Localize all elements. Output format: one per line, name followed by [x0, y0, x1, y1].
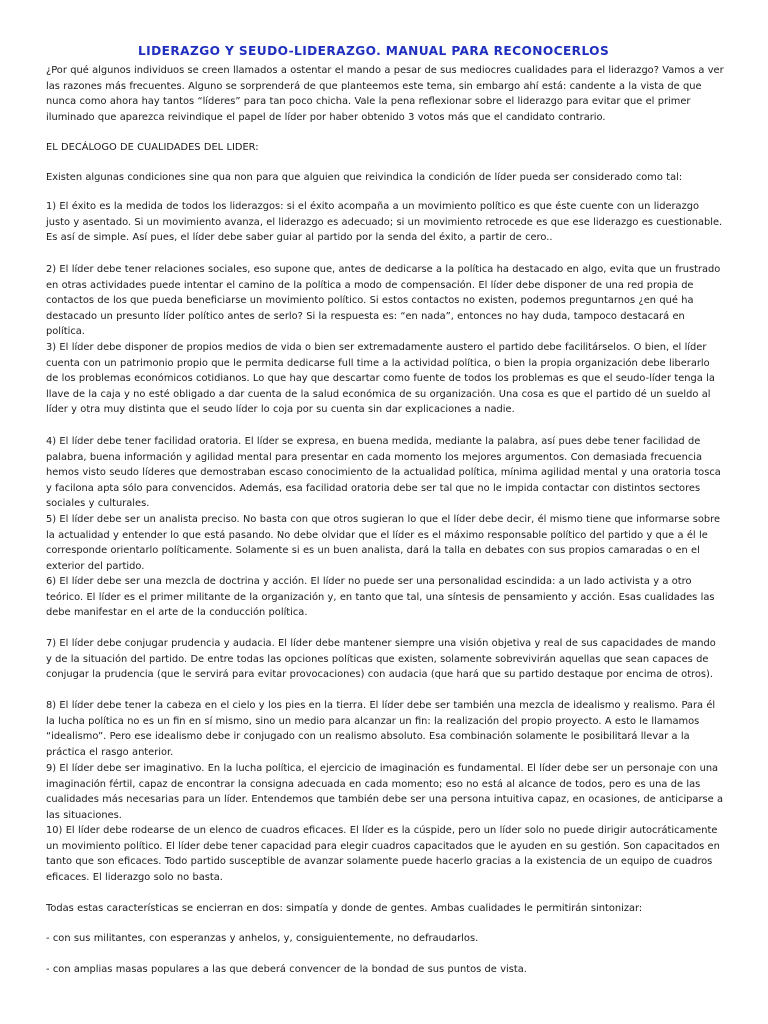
item-1: 1) El éxito es la medida de todos los liderazgos: si el éxito acompaña a un movimiento político es que éste cuente con un liderazgo justo y asentado. Si un movimiento avanza, el liderazgo es adecuado; si un movimiento retrocede es que ese liderazgo es cuestionable. Es así de simple. Así pues, el líder debe saber guiar al partido por la senda del éxito, a partir de cero.. [46, 201, 723, 244]
summary-paragraph: Todas estas características se encierran en dos: simpatía y donde de gentes. Ambas cualidades le permitirán sintonizar: [46, 903, 643, 914]
item-7: 7) El líder debe conjugar prudencia y audacia. El líder debe mantener siempre una visión objetiva y real de sus capacidades de mando y de la situación del partido. De entre todas las opciones políticas que existen, solamente sobrevivirán aquellas que sean capaces de conjugar la prudencia (que le servirá para evitar provocaciones) con audacia (que hará que su partido destaque por encima de otros). [46, 638, 716, 681]
section-lead: Existen algunas condiciones sine qua non para que alguien que reivindica la condición de líder pueda ser considerado como tal: [46, 172, 683, 183]
item-8: 8) El líder debe tener la cabeza en el cielo y los pies en la tierra. El líder debe ser también una mezcla de idealismo y realismo. Para él la lucha política no es un fin en sí mismo, sino un medio para alcanzar un fin: la realización del propio proyecto. A esto le llamamos “idealismo”. Pero ese idealismo debe ir conjugado con un realismo absoluto. Esa combinación solamente le posibilitará llevar a la práctica el rasgo anterior. [46, 700, 716, 758]
item-3: 3) El líder debe disponer de propios medios de vida o bien ser extremadamente austero el partido debe facilitárselos. O bien, el líder cuenta con un patrimonio propio que le permita dedicarse full time a la actividad política, o bien la propia organización debe liberarlo de los problemas económicos cotidianos. Lo que hay que descartar como fuente de todos los problemas es que el seudo-líder tenga la llave de la caja y no esté obligado a dar cuenta de la salud económica de su organización. Una cosa es que el partido dé un sueldo al líder y otra muy distinta que el seudo líder lo coja por su cuenta sin dar explicaciones a nadie. [46, 342, 715, 416]
item-9: 9) El líder debe ser imaginativo. En la lucha política, el ejercicio de imaginación es fundamental. El líder debe ser un personaje con una imaginación fértil, capaz de encontrar la consigna adecuada en cada momento; eso no está al alcance de todos, pero es una de las cualidades más necesarias para un líder. Entendemos que también debe ser una persona intuitiva capaz, en ocasiones, de anticiparse a las situaciones. [46, 763, 724, 821]
document-title: LIDERAZGO Y SEUDO-LIDERAZGO. MANUAL PARA RECONOCERLOS [138, 44, 610, 58]
bullet-item-1: - con sus militantes, con esperanzas y anhelos, y, consiguientemente, no defraudarlos. [46, 933, 479, 944]
item-5: 5) El líder debe ser un analista preciso. No basta con que otros sugieran lo que el líder debe decir, él mismo tiene que informarse sobre la actualidad y entender lo que está pasando. No debe olvidar que el líder es el máximo responsable político del partido y que a él le corresponde orientarlo políticamente. Solamente si es un buen analista, dará la talla en debates con sus propios camaradas o en el exterior del partido. [46, 514, 721, 572]
item-4: 4) El líder debe tener facilidad oratoria. El líder se expresa, en buena medida, mediante la palabra, así pues debe tener facilidad de palabra, buena información y agilidad mental para presentar en cada momento los mejores argumentos. Con demasiada frecuencia hemos visto seudo líderes que demostraban escaso conocimiento de la actualidad política, mínima agilidad mental y una oratoria tosca y facilona apta sólo para convencidos. Además, esa facilidad oratoria debe ser tal que no le impida contactar con distintos sectores sociales y culturales. [46, 436, 721, 510]
bullet-item-2: - con amplias masas populares a las que deberá convencer de la bondad de sus puntos de vista. [46, 964, 527, 975]
item-6: 6) El líder debe ser una mezcla de doctrina y acción. El líder no puede ser una personalidad escindida: a un lado activista y a otro teórico. El líder es el primer militante de la organización y, en tanto que tal, una síntesis de pensamiento y acción. Esas cualidades las debe manifestar en el arte de la conducción política. [46, 576, 715, 619]
document-body [46, 0, 724, 1024]
section-heading: EL DECÁLOGO DE CUALIDADES DEL LIDER: [46, 142, 259, 153]
item-10: 10) El líder debe rodearse de un elenco de cuadros eficaces. El líder es la cúspide, pero un líder solo no puede dirigir autocráticamente un movimiento político. El líder debe tener capacidad para elegir cuadros capacitados que le ayuden en su gestión. Son capacitados en tanto que son eficaces. Todo partido susceptible de avanzar solamente puede hacerlo gracias a la existencia de un equipo de cuadros eficaces. El liderazgo solo no basta. [46, 825, 720, 883]
intro-paragraph: ¿Por qué algunos individuos se creen llamados a ostentar el mando a pesar de sus mediocres cualidades para el liderazgo? Vamos a ver las razones más frecuentes. Alguno se sorprenderá de que planteemos este tema, sin embargo ahí está: candente a la vista de que nunca como ahora hay tantos “líderes” para tan poco chicha. Vale la pena reflexionar sobre el liderazgo para evitar que el primer iluminado que aparezca reivindique el papel de líder por haber obtenido 3 votos más que el candidato contrario. [46, 65, 724, 123]
item-2: 2) El líder debe tener relaciones sociales, eso supone que, antes de dedicarse a la política ha destacado en algo, evita que un frustrado en otras actividades puede intentar el camino de la política a modo de compensación. El líder debe disponer de una red propia de contactos de los que pueda beneficiarse un movimiento político. Si estos contactos no existen, podemos preguntarnos ¿en qué ha destacado un presunto líder político antes de serlo? Si la respuesta es: “en nada”, entonces no hay duda, tampoco destacará en política. [46, 264, 721, 338]
